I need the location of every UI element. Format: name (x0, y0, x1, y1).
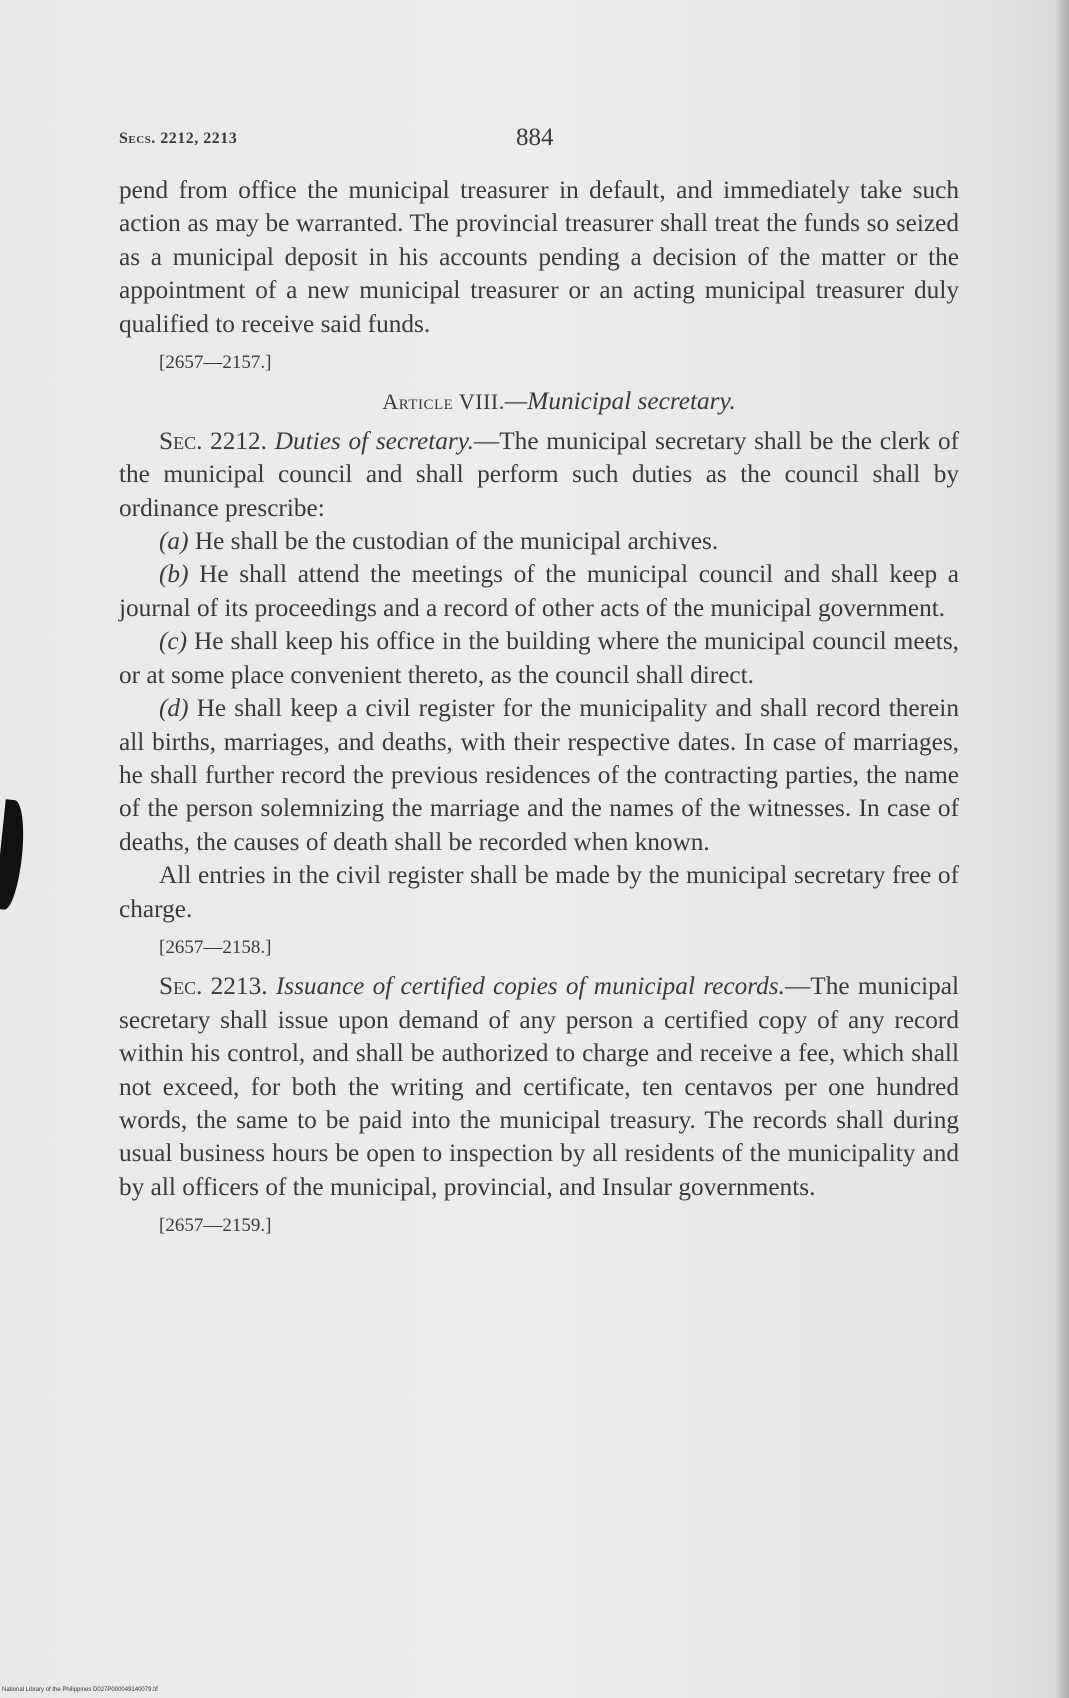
section-text-2212: —The municipal secretary shall be the clerk of the municipal council and shall perform such duties as the council shall by ordinance prescribe: (119, 426, 960, 522)
page-header (119, 124, 959, 154)
clause-b-text: He shall attend the meetings of the municipal council and shall keep a journal of its proceedings and a record of other acts of the municipal government. (119, 560, 959, 622)
page-body (119, 174, 959, 1249)
page-edge-shadow (1055, 0, 1069, 1698)
clause-b-label: (b) (159, 560, 189, 589)
binding-clip-mark (0, 799, 28, 911)
clause-d (119, 692, 959, 859)
scan-identifier: National Library of the Philippines D027P000049140079.tif (2, 1687, 158, 1693)
clause-c-label: (c) (159, 627, 188, 656)
page-number: 884 (516, 124, 554, 151)
clause-b (119, 558, 959, 625)
clause-d-label: (d) (159, 694, 189, 723)
article-title: —Municipal secretary. (504, 387, 736, 416)
article-heading (119, 385, 959, 418)
clause-c (119, 625, 959, 692)
clause-d-text: He shall keep a civil register for the municipality and shall record therein all births, marriages, and deaths, with their respective dates. In case of marriages, he shall further record the previous residences of the contracting parties, the name of the person solemnizing the marriage and the names of the witnesses. In case of deaths, the causes of death shall be recorded when known. (119, 694, 959, 856)
paragraph-continuation: pend from office the municipal treasurer in default, and immediately take such action as may be warranted. The provincial treasurer shall treat the funds so seized as a municipal deposit in his accounts pending a decision of the matter or the appointment of a new municipal treasurer or an acting municipal treasurer duly qualified to receive said funds. (119, 176, 959, 338)
article-label: Article VIII. (382, 389, 505, 415)
citation-2157: [2657—2157.] (159, 352, 272, 374)
clause-c-text: He shall keep his office in the building where the municipal council meets, or at some place convenient thereto, as the council shall direct. (119, 627, 959, 689)
section-2213 (119, 970, 959, 1204)
paragraph-entries: All entries in the civil register shall be made by the municipal secretary free of charge. (119, 861, 959, 923)
section-title-2213: Issuance of certified copies of municipal records. (275, 972, 785, 1001)
clause-a-label: (a) (159, 527, 189, 556)
citation-2158: [2657—2158.] (159, 936, 272, 958)
section-text-2213: —The municipal secretary shall issue upon demand of any person a certified copy of any record within his control, and shall be authorized to charge and receive a fee, which shall not exceed, for both the writing and certificate, ten centavos per one hundred words, the same to be paid into the municipal treasury. The records shall during usual business hours be open to inspection by all residents of the municipality and by all officers of the municipal, provincial, and Insular governments. (119, 972, 959, 1201)
clause-a (119, 525, 959, 558)
section-2212 (119, 425, 959, 525)
section-title-2212: Duties of secretary. (274, 426, 474, 455)
clause-a-text: He shall be the custodian of the municipal archives. (188, 527, 719, 556)
section-label-2212: Sec. 2212. (159, 426, 268, 455)
section-label-2213: Sec. 2213. (159, 972, 268, 1001)
running-head: Secs. 2212, 2213 (119, 130, 238, 147)
citation-2159: [2657—2159.] (159, 1215, 272, 1237)
